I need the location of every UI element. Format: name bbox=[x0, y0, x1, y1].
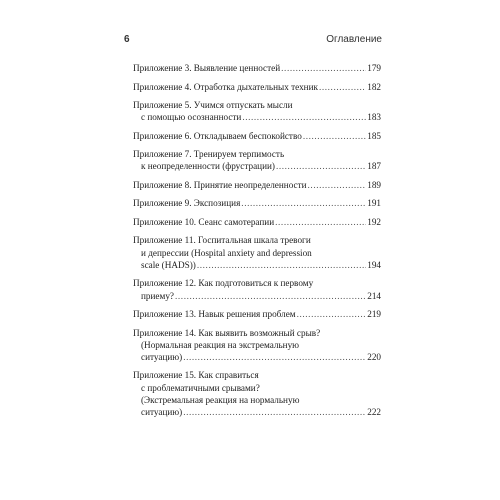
toc-entry[interactable] bbox=[133, 99, 381, 123]
dot-leader bbox=[275, 216, 366, 228]
toc-page-number: 220 bbox=[367, 351, 381, 362]
toc-page-number: 189 bbox=[367, 179, 381, 190]
toc-entry-text: Приложение 11. Госпитальная шкала тревоги bbox=[133, 235, 311, 246]
dot-leader bbox=[281, 62, 366, 74]
toc-page-number: 179 bbox=[367, 63, 381, 73]
toc-entry-text: ситуацию) bbox=[141, 351, 183, 362]
toc-entry-text: (Экстремальная реакция на нормальную bbox=[141, 394, 300, 405]
toc-page-number: 187 bbox=[367, 161, 381, 172]
toc-entry[interactable] bbox=[133, 308, 381, 320]
toc-entry-text: (Нормальная реакция на экстремальную bbox=[141, 339, 300, 350]
toc-entry[interactable] bbox=[133, 327, 381, 364]
page-number: 6 bbox=[124, 34, 130, 45]
dot-leader bbox=[319, 81, 366, 93]
toc-page-number: 194 bbox=[367, 259, 381, 270]
toc-entry[interactable] bbox=[133, 197, 381, 209]
toc-entry-text: Приложение 7. Тренируем терпимость bbox=[133, 149, 285, 160]
dot-leader bbox=[197, 259, 366, 271]
toc-entry-text: приему? bbox=[141, 290, 174, 301]
dot-leader bbox=[276, 160, 366, 172]
toc-page-number: 183 bbox=[367, 112, 381, 123]
toc-entry[interactable] bbox=[133, 179, 381, 191]
toc-entry-text: Приложение 14. Как выявить возможный срыв? bbox=[133, 327, 321, 338]
toc-entry[interactable] bbox=[133, 277, 381, 301]
toc-entry-text: к неопределенности (фрустрации) bbox=[141, 161, 275, 172]
dot-leader bbox=[297, 308, 367, 320]
dot-leader bbox=[242, 111, 366, 123]
table-of-contents bbox=[133, 62, 381, 425]
toc-entry-text: scale (HADS)) bbox=[141, 259, 196, 270]
toc-page-number: 191 bbox=[367, 198, 381, 209]
toc-entry-text: с проблематичными срывами? bbox=[141, 382, 260, 393]
toc-entry[interactable] bbox=[133, 148, 381, 172]
toc-entry[interactable] bbox=[133, 369, 381, 418]
toc-page-number: 222 bbox=[367, 407, 381, 418]
dot-leader bbox=[175, 290, 366, 302]
toc-entry-text: Приложение 13. Навык решения проблем bbox=[133, 309, 296, 320]
toc-entry-text: ситуацию) bbox=[141, 407, 183, 418]
toc-entry-text: Приложение 8. Принятие неопределенности bbox=[133, 179, 307, 190]
toc-entry-text: Приложение 6. Откладываем беспокойство bbox=[133, 130, 302, 141]
dot-leader bbox=[183, 351, 366, 363]
toc-entry-text: с помощью осознанности bbox=[141, 112, 242, 123]
toc-page-number: 219 bbox=[367, 309, 381, 320]
toc-entry-text: Приложение 9. Экспозиция bbox=[133, 198, 241, 209]
page-title: Оглавление bbox=[326, 34, 382, 45]
dot-leader bbox=[308, 179, 367, 191]
toc-page-number: 182 bbox=[367, 81, 381, 92]
toc-page-number: 192 bbox=[367, 216, 381, 227]
toc-entry[interactable] bbox=[133, 62, 381, 74]
dot-leader bbox=[241, 197, 366, 209]
running-header bbox=[124, 34, 382, 50]
toc-entry-text: Приложение 12. Как подготовиться к первому bbox=[133, 278, 314, 289]
toc-entry-text: Приложение 15. Как справиться bbox=[133, 370, 259, 381]
toc-entry[interactable] bbox=[133, 216, 381, 228]
toc-entry[interactable] bbox=[133, 234, 381, 271]
toc-page-number: 214 bbox=[367, 290, 381, 301]
toc-entry-text: Приложение 10. Сеанс самотерапии bbox=[133, 216, 275, 227]
toc-page-number: 185 bbox=[367, 130, 381, 141]
toc-entry[interactable] bbox=[133, 81, 381, 93]
dot-leader bbox=[303, 130, 366, 142]
dot-leader bbox=[183, 406, 366, 418]
toc-entry[interactable] bbox=[133, 130, 381, 142]
toc-entry-text: и депрессии (Hospital anxiety and depression bbox=[141, 247, 312, 258]
toc-entry-text: Приложение 5. Учимся отпускать мысли bbox=[133, 100, 293, 110]
toc-entry-text: Приложение 3. Выявление ценностей bbox=[133, 63, 281, 73]
toc-entry-text: Приложение 4. Отработка дыхательных техник bbox=[133, 81, 318, 92]
